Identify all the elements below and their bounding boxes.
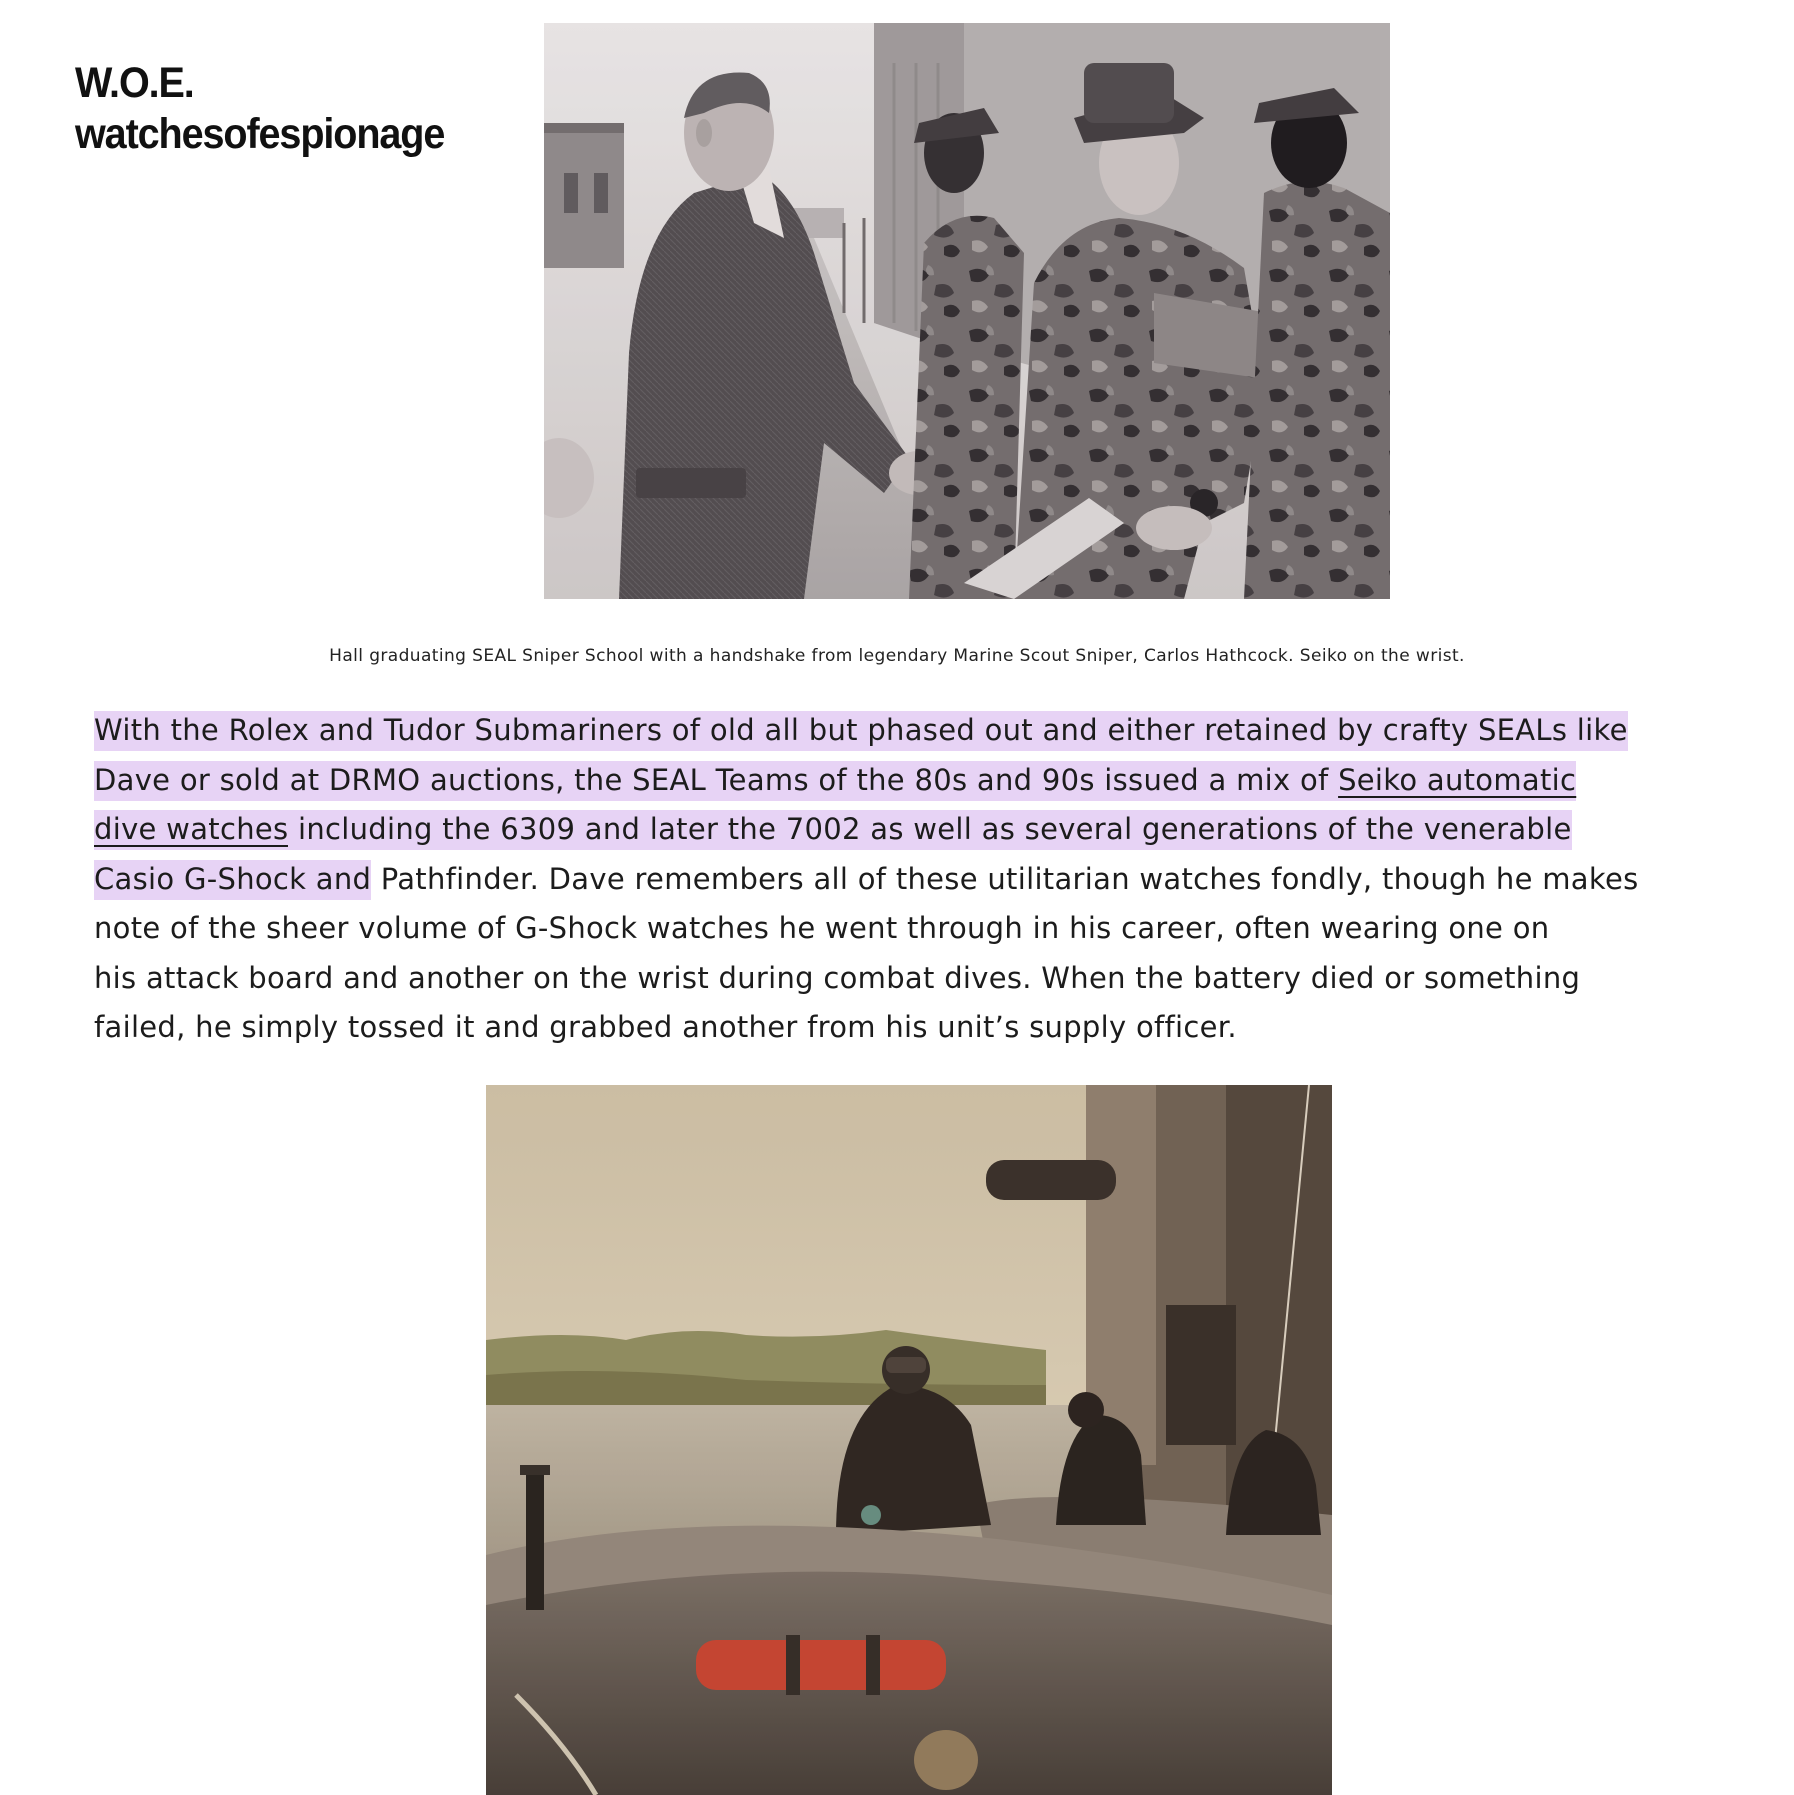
paragraph-line: [94, 855, 1774, 905]
site-title-long: watchesofespionage: [75, 110, 445, 158]
plain-text: Pathfinder. Dave remembers all of these utilitarian watches fondly, though he makes: [371, 861, 1639, 896]
highlighted-text: Casio G-Shock and: [94, 860, 371, 900]
article-paragraph: [94, 706, 1774, 1053]
paragraph-line: [94, 805, 1774, 855]
paragraph-line: [94, 706, 1774, 756]
paragraph-line: failed, he simply tossed it and grabbed another from his unit’s supply officer.: [94, 1010, 1237, 1044]
highlighted-text: Dave or sold at DRMO auctions, the SEAL Teams of the 80s and 90s issued a mix of: [94, 761, 1338, 801]
seiko-dive-watches-link-cont[interactable]: dive watches: [94, 812, 289, 846]
highlighted-text: including the 6309 and later the 7002 as well as several generations of the venerable: [288, 810, 1571, 850]
photo-caption: Hall graduating SEAL Sniper School with a handshake from legendary Marine Scout Sniper, Carlos Hathcock. Seiko on the wrist.: [329, 646, 1465, 666]
seiko-dive-watches-link[interactable]: Seiko automatic: [1338, 762, 1577, 797]
divers-boat-photo: [486, 1085, 1332, 1795]
site-logo[interactable]: [75, 58, 444, 160]
paragraph-line: [94, 756, 1774, 806]
paragraph-line: note of the sheer volume of G-Shock watches he went through in his career, often wearing one on: [94, 911, 1550, 945]
site-title-short: W.O.E.: [75, 59, 194, 107]
paragraph-line: his attack board and another on the wrist during combat dives. When the battery died or something: [94, 960, 1581, 995]
handshake-photo: [544, 23, 1390, 599]
highlighted-text: With the Rolex and Tudor Submariners of old all but phased out and either retained by crafty SEALs like: [94, 711, 1628, 751]
